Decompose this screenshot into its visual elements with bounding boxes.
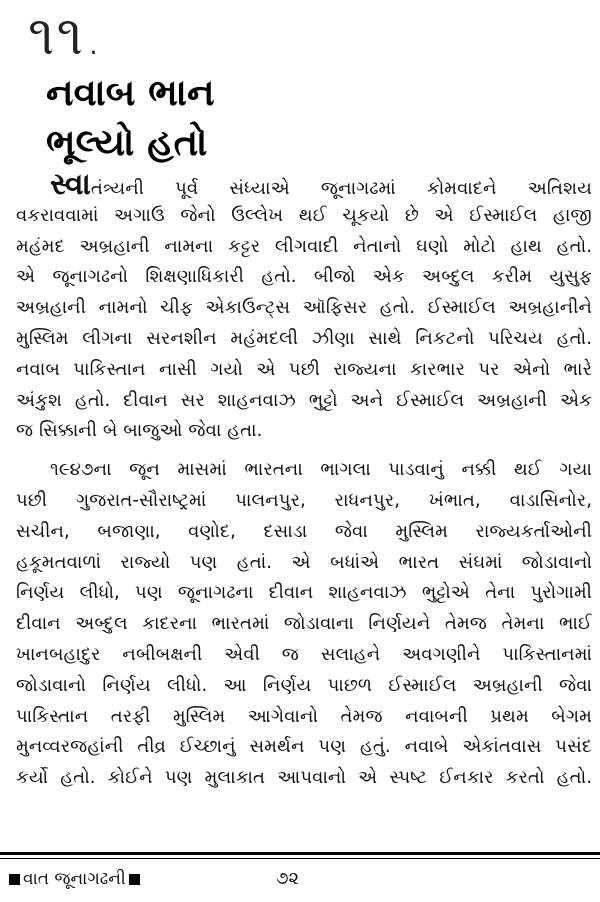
paragraph-2 [16, 455, 592, 794]
paragraph-line: નવાબ પાકિસ્તાન નાસી ગયો એ પછી રાજ્યના કારભાર પર એનો ભારે [16, 358, 592, 380]
paragraph-line: ૧૯૪૭ના જૂન માસમાં ભારતના ભાગલા પાડવાનું નક્કી થઈ ગયા [50, 459, 592, 481]
paragraph-line: જોડાવાનો નિર્ણય લીધો. આ નિર્ણય પાછળ ઈસ્માઈલ અબ્રહાની જેવા [16, 674, 592, 696]
paragraph-line: નિર્ણય લીધો, પણ જૂનાગઢના દીવાન શાહનવાઝ ભુટ્ટોએ તેના પુરોગામી [16, 582, 592, 604]
chapter-title [46, 70, 215, 166]
square-bullet-icon [129, 874, 140, 885]
running-footer [6, 866, 143, 892]
paragraph-line: પછી ગુજરાત-સૌરાષ્ટ્રમાં પાલનપુર, રાધનપુર, ખંભાત, વાડાસિનોર, [16, 489, 592, 511]
footer-divider-thin [0, 858, 600, 859]
paragraph-line: હકૂમતવાળાં રાજ્યો પણ હતાં. એ બધાંએ ભારત સંઘમાં જોડાવાનો [16, 551, 592, 573]
paragraph-line: ખાનબહાદુર નબીબક્ષની એવી જ સલાહને અવગણીને પાકિસ્તાનમાં [16, 643, 592, 665]
drop-cap: સ્વા [50, 170, 91, 201]
paragraph-line: એ જૂનાગઢનો શિક્ષણાધિકારી હતો. બીજો એક અબ્દુલ કરીમ યુસુફ [16, 266, 592, 288]
square-bullet-icon [9, 874, 20, 885]
paragraph-line: અબ્રહાની નામનો ચીફ એકાઉન્ટ્સ ઑફિસર હતો. ઈસ્માઈલ અબ્રહાનીને [16, 297, 592, 319]
chapter-number: ૧૧. [28, 4, 105, 67]
page-number: ૭૨ [276, 868, 300, 889]
paragraph-line: પાકિસ્તાન તરફી મુસ્લિમ આગેવાનો તેમજ નવાબની પ્રથમ બેગમ [16, 705, 592, 727]
paragraph-line: દીવાન અબ્દુલ કાદરના ભારતમાં જોડાવાના નિર્ણયને તેમજ તેમના ભાઈ [16, 613, 592, 635]
chapter-title-line-2: ભૂલ્યો હતો [46, 121, 208, 164]
paragraph-line: સ્વાતંત્ર્યની પૂર્વ સંધ્યાએ જૂનાગઢમાં કોમવાદને અતિશય [16, 170, 592, 201]
paragraph-line: કર્યો હતો. કોઈને પણ મુલાકાત આપવાનો એ સ્પષ્ટ ઈનકાર કરતો હતો. [16, 767, 592, 789]
paragraph-line: મુનવ્વરજહાંની તીવ્ર ઈચ્છાનું સમર્થન પણ હતું. નવાબે એકાંતવાસ પસંદ [16, 736, 592, 758]
paragraph-line: અંકુશ હતો. દીવાન સર શાહનવાઝ ભુટ્ટો અને ઈસ્માઈલ અબ્રહાની એક [16, 389, 592, 411]
body-text [16, 170, 592, 794]
paragraph-line: મુસ્લિમ લીગના સરનશીન મહંમદલી ઝીણા સાથે નિકટનો પરિચય હતો. [16, 327, 592, 349]
paragraph-line: જ સિક્કાની બે બાજુઓ જેવા હતા. [16, 420, 263, 442]
book-title: વાત જૂનાગઢની [23, 869, 126, 889]
chapter-title-line-1: નવાબ ભાન [46, 71, 215, 114]
paragraph-1 [16, 170, 592, 447]
paragraph-line: વકરાવવામાં અગાઉ જેનો ઉલ્લેખ થઈ ચૂકયો છે એ ઈસ્માઈલ હાજી [16, 204, 592, 226]
paragraph-line: મહંમદ અબ્રહાની નામના કટ્ટર લીગવાદી નેતાનો ઘણો મોટો હાથ હતો. [16, 235, 592, 257]
footer-divider-thick [0, 852, 600, 855]
paragraph-line: સચીન, બજાણા, વણોદ, દસાડા જેવા મુસ્લિમ રાજ્યકર્તાઓની [16, 520, 592, 542]
